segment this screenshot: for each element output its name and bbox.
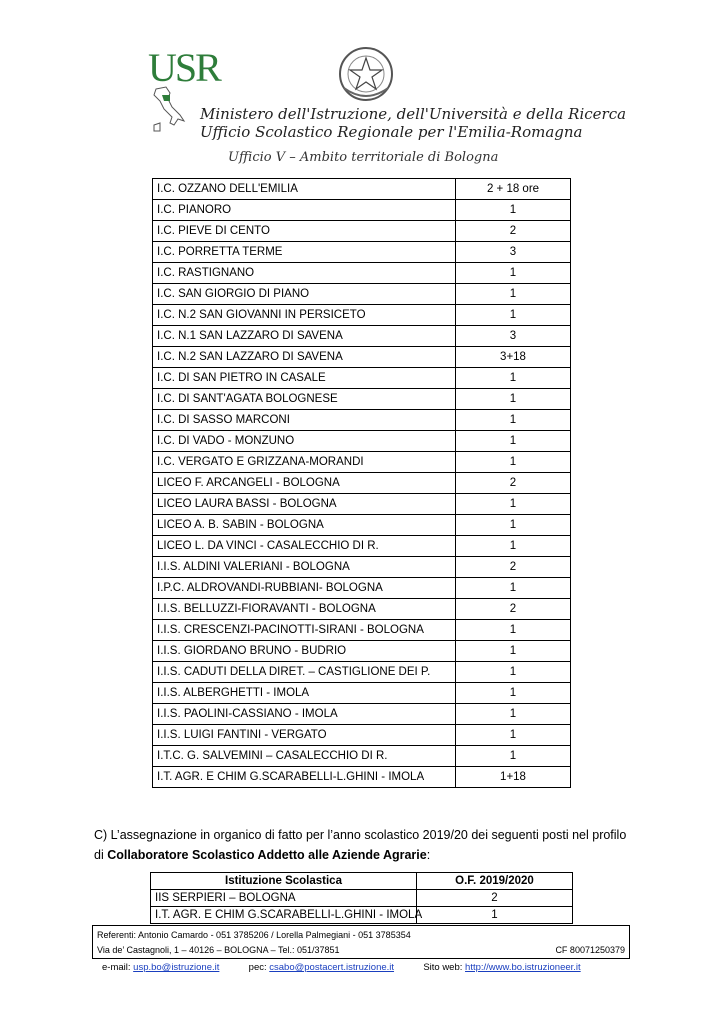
posts-count: 1 [456, 389, 571, 410]
school-name: I.I.S. GIORDANO BRUNO - BUDRIO [153, 641, 456, 662]
posts-count: 1 [456, 746, 571, 767]
school-name: I.C. N.2 SAN GIOVANNI IN PERSICETO [153, 305, 456, 326]
table-row [153, 557, 571, 578]
table-row [153, 452, 571, 473]
posts-count: 1 [456, 662, 571, 683]
footer-address: Via de’ Castagnoli, 1 – 40126 – BOLOGNA – Tel.: 051/37851 [97, 945, 340, 955]
table-header-row [151, 873, 573, 890]
posts-count: 1 [456, 452, 571, 473]
posts-count: 1 [456, 368, 571, 389]
posts-count: 1 [456, 704, 571, 725]
school-name: I.C. PIEVE DI CENTO [153, 221, 456, 242]
school-name: I.C. DI SASSO MARCONI [153, 410, 456, 431]
posts-count: 1 [456, 410, 571, 431]
school-name: I.C. SAN GIORGIO DI PIANO [153, 284, 456, 305]
table-row [153, 599, 571, 620]
posts-count: 1 [456, 641, 571, 662]
posts-count: 3 [456, 326, 571, 347]
school-name: LICEO LAURA BASSI - BOLOGNA [153, 494, 456, 515]
italy-map-icon [148, 85, 188, 135]
table-row [153, 284, 571, 305]
paragraph-prefix: di [94, 848, 108, 862]
table-row [153, 725, 571, 746]
agrarian-table [150, 872, 573, 924]
school-name: LICEO A. B. SABIN - BOLOGNA [153, 515, 456, 536]
school-name: LICEO F. ARCANGELI - BOLOGNA [153, 473, 456, 494]
table-row [153, 263, 571, 284]
table-row [153, 683, 571, 704]
table-row [153, 347, 571, 368]
school-name: I.I.S. LUIGI FANTINI - VERGATO [153, 725, 456, 746]
table-row [153, 578, 571, 599]
table-row [153, 326, 571, 347]
posts-count: 1 [456, 263, 571, 284]
table-row [153, 515, 571, 536]
pec-link[interactable]: csabo@postacert.istruzione.it [269, 962, 395, 973]
table-row [153, 242, 571, 263]
posts-count: 2 [456, 557, 571, 578]
web-label: Sito web: [423, 962, 466, 973]
paragraph-line-2 [94, 845, 654, 865]
school-name: I.C. PIANORO [153, 200, 456, 221]
school-name: I.C. N.1 SAN LAZZARO DI SAVENA [153, 326, 456, 347]
table-row [153, 746, 571, 767]
table-row [153, 179, 571, 200]
school-name: I.C. RASTIGNANO [153, 263, 456, 284]
table-row [153, 620, 571, 641]
school-name: I.I.S. CADUTI DELLA DIRET. – CASTIGLIONE DEI P. [153, 662, 456, 683]
letterhead [0, 0, 724, 175]
pec-label: pec: [248, 962, 270, 973]
email-link[interactable]: usp.bo@istruzione.it [133, 962, 220, 973]
school-name: I.P.C. ALDROVANDI-RUBBIANI- BOLOGNA [153, 578, 456, 599]
website-link[interactable]: http://www.bo.istruzioneer.it [465, 962, 581, 973]
school-name: I.C. OZZANO DELL'EMILIA [153, 179, 456, 200]
posts-count: 3 [456, 242, 571, 263]
posts-count: 1 [456, 683, 571, 704]
table-row [153, 200, 571, 221]
usr-logo-text: USR [148, 45, 220, 90]
table-row [153, 305, 571, 326]
footer-cf: CF 80071250379 [555, 945, 625, 955]
footer-referenti: Referenti: Antonio Camardo - 051 3785206 / Lorella Palmegiani - 051 3785354 [97, 930, 411, 940]
school-name: I.C. N.2 SAN LAZZARO DI SAVENA [153, 347, 456, 368]
posts-count: 1 [456, 515, 571, 536]
table-row [153, 704, 571, 725]
table-row [153, 473, 571, 494]
posts-count: 1 [456, 305, 571, 326]
posts-count: 1+18 [456, 767, 571, 788]
table-row [151, 890, 573, 907]
school-name: I.T.C. G. SALVEMINI – CASALECCHIO DI R. [153, 746, 456, 767]
email-label: e-mail: [102, 962, 134, 973]
paragraph-suffix: : [426, 848, 431, 862]
local-office-name: Ufficio V – Ambito territoriale di Bologna [228, 150, 499, 165]
posts-count: 1 [456, 494, 571, 515]
school-name: I.C. PORRETTA TERME [153, 242, 456, 263]
table-row [153, 662, 571, 683]
school-name: I.I.S. ALBERGHETTI - IMOLA [153, 683, 456, 704]
paragraph-profile: Collaboratore Scolastico Addetto alle Aziende Agrarie [107, 848, 427, 862]
school-name: I.C. DI VADO - MONZUNO [153, 431, 456, 452]
school-name: I.C. DI SANT'AGATA BOLOGNESE [153, 389, 456, 410]
school-name: I.I.S. CRESCENZI-PACINOTTI-SIRANI - BOLOGNA [153, 620, 456, 641]
posts-count: 2 [456, 473, 571, 494]
table-row [153, 368, 571, 389]
posts-count: 1 [417, 907, 573, 924]
table-row [153, 389, 571, 410]
ministry-name: Ministero dell'Istruzione, dell'Università e della Ricerca [200, 105, 627, 123]
table-row [153, 410, 571, 431]
school-name: I.I.S. BELLUZZI-FIORAVANTI - BOLOGNA [153, 599, 456, 620]
posts-count: 2 [456, 221, 571, 242]
table-row [153, 641, 571, 662]
school-name: I.T. AGR. E CHIM G.SCARABELLI-L.GHINI - IMOLA [151, 907, 417, 924]
posts-count: 1 [456, 536, 571, 557]
table-row [153, 431, 571, 452]
posts-count: 2 [456, 599, 571, 620]
schools-table [152, 178, 571, 788]
posts-count: 1 [456, 578, 571, 599]
table-row [151, 907, 573, 924]
header-of: O.F. 2019/2020 [417, 873, 573, 890]
posts-count: 1 [456, 725, 571, 746]
posts-count: 1 [456, 431, 571, 452]
regional-office-name: Ufficio Scolastico Regionale per l'Emilia-Romagna [200, 123, 583, 141]
school-name: IIS SERPIERI – BOLOGNA [151, 890, 417, 907]
posts-count: 1 [456, 200, 571, 221]
footer-contacts-box [92, 925, 630, 959]
school-name: I.I.S. ALDINI VALERIANI - BOLOGNA [153, 557, 456, 578]
posts-count: 3+18 [456, 347, 571, 368]
school-name: I.C. VERGATO E GRIZZANA-MORANDI [153, 452, 456, 473]
posts-count: 2 + 18 ore [456, 179, 571, 200]
footer-links [102, 962, 642, 973]
school-name: LICEO L. DA VINCI - CASALECCHIO DI R. [153, 536, 456, 557]
posts-count: 1 [456, 620, 571, 641]
school-name: I.C. DI SAN PIETRO IN CASALE [153, 368, 456, 389]
section-c-paragraph [94, 825, 654, 865]
table-row [153, 221, 571, 242]
school-name: I.T. AGR. E CHIM G.SCARABELLI-L.GHINI - IMOLA [153, 767, 456, 788]
school-name: I.I.S. PAOLINI-CASSIANO - IMOLA [153, 704, 456, 725]
table-row [153, 767, 571, 788]
republic-emblem-icon [336, 44, 396, 104]
table-row [153, 494, 571, 515]
posts-count: 1 [456, 284, 571, 305]
table-row [153, 536, 571, 557]
paragraph-line-1: C) L’assegnazione in organico di fatto per l’anno scolastico 2019/20 dei seguenti posti nel profilo [94, 828, 627, 842]
posts-count: 2 [417, 890, 573, 907]
header-institution: Istituzione Scolastica [151, 873, 417, 890]
